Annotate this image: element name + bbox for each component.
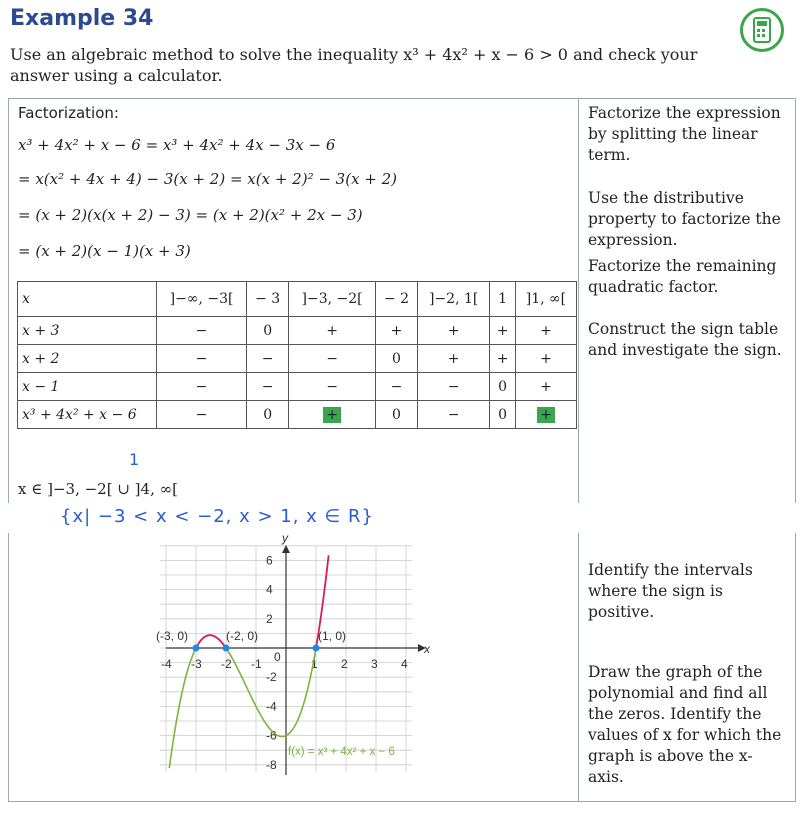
x-tick-label: -3 <box>191 657 202 671</box>
table-cell: 0 <box>490 401 516 429</box>
x-tick-label: 4 <box>401 657 408 671</box>
table-cell: 0 <box>375 345 417 373</box>
y-tick-label: 2 <box>266 611 273 626</box>
table-cell: − <box>289 345 376 373</box>
y-axis-label: y <box>282 531 288 545</box>
x-tick-label: 2 <box>341 657 348 671</box>
table-cell: + <box>515 373 576 401</box>
math-line-4: = (x + 2)(x − 1)(x + 3) <box>18 242 191 260</box>
table-cell: − <box>157 401 247 429</box>
math-line-1: x³ + 4x² + x − 6 = x³ + 4x² + 4x − 3x − 6 <box>18 136 336 154</box>
table-cell: + <box>490 317 516 345</box>
table-cell: + <box>289 317 376 345</box>
x-tick-label: -1 <box>251 657 262 671</box>
zero-label: (-2, 0) <box>226 629 259 643</box>
table-cell: + <box>515 317 576 345</box>
y-tick-label: 6 <box>266 553 273 568</box>
zero-point <box>223 645 230 652</box>
table-cell: + <box>418 317 490 345</box>
table-cell: 0 <box>247 317 289 345</box>
table-cell: − <box>289 373 376 401</box>
table-cell: − <box>247 345 289 373</box>
y-axis-arrow <box>282 545 290 553</box>
table-cell: x + 2 <box>18 345 157 373</box>
page-title: Example 34 <box>10 6 154 31</box>
table-header-cell: ]−2, 1[ <box>418 282 490 317</box>
table-cell: + <box>490 345 516 373</box>
handwritten-set-notation: {x| −3 < x < −2, x > 1, x ∈ R} <box>60 506 374 527</box>
x-tick-label: -2 <box>221 657 232 671</box>
x-tick-label: 3 <box>371 657 378 671</box>
y-tick-label: 4 <box>266 582 273 597</box>
table-cell: − <box>375 373 417 401</box>
positive-highlight: + <box>323 407 341 423</box>
math-line-2: = x(x² + 4x + 4) − 3(x + 2) = x(x + 2)² − 3(x + 2) <box>18 170 398 188</box>
note-sign-table: Construct the sign table and investigate the sign. <box>588 320 782 359</box>
note-intervals: Identify the intervals where the sign is positive. <box>588 561 753 621</box>
note-graph: Draw the graph of the polynomial and find all the zeros. Identify the values of x for which the graph is above the x-axis. <box>588 663 782 786</box>
table-cell: + <box>418 345 490 373</box>
origin-label: 0 <box>274 650 281 664</box>
y-tick-label: -8 <box>266 757 277 772</box>
table-cell: − <box>418 401 490 429</box>
math-line-3: = (x + 2)(x(x + 2) − 3) = (x + 2)(x² + 2x − 3) <box>18 206 363 224</box>
table-cell: + <box>515 345 576 373</box>
zero-point <box>313 645 320 652</box>
table-cell: − <box>247 373 289 401</box>
y-tick-label: -2 <box>266 670 277 685</box>
table-cell: − <box>157 317 247 345</box>
zero-point <box>193 645 200 652</box>
zero-label: (1, 0) <box>318 629 347 643</box>
zero-label: (-3, 0) <box>156 629 189 643</box>
table-header-cell: − 3 <box>247 282 289 317</box>
table-cell: 0 <box>247 401 289 429</box>
table-header-cell: ]−3, −2[ <box>289 282 376 317</box>
table-header-cell: 1 <box>490 282 516 317</box>
problem-statement: Use an algebraic method to solve the inequality x³ + 4x² + x − 6 > 0 and check your answer using a calculator. <box>10 45 698 85</box>
table-cell: − <box>157 373 247 401</box>
handwritten-correction: 1 <box>129 450 140 469</box>
note-distributive: Use the distributive property to factorize the expression. <box>588 189 781 249</box>
positive-segment <box>196 635 226 648</box>
y-tick-label: -6 <box>266 728 277 743</box>
x-axis-label: x <box>424 642 430 656</box>
table-cell: 0 <box>375 401 417 429</box>
table-cell: 0 <box>490 373 516 401</box>
factorization-label: Factorization: <box>18 104 119 122</box>
table-cell: x + 3 <box>18 317 157 345</box>
table-cell: − <box>157 345 247 373</box>
note-factorize: Factorize the expression by splitting the linear term. <box>588 104 781 164</box>
table-cell: x − 1 <box>18 373 157 401</box>
table-cell: − <box>418 373 490 401</box>
x-tick-label: -4 <box>161 657 172 671</box>
table-header-cell: ]1, ∞[ <box>515 282 576 317</box>
function-label: f(x) = x³ + 4x² + x − 6 <box>288 746 395 758</box>
answer-line: x ∈ ]−3, −2[ ∪ ]4, ∞[ <box>18 480 178 498</box>
table-header-cell: x <box>18 282 157 317</box>
table-header-cell: ]−∞, −3[ <box>157 282 247 317</box>
table-header-cell: − 2 <box>375 282 417 317</box>
positive-highlight: + <box>537 407 555 423</box>
note-quadratic: Factorize the remaining quadratic factor. <box>588 257 777 296</box>
y-tick-label: -4 <box>266 699 277 714</box>
table-cell: x³ + 4x² + x − 6 <box>18 401 157 429</box>
table-cell: + <box>375 317 417 345</box>
x-tick-label: 1 <box>311 657 318 671</box>
